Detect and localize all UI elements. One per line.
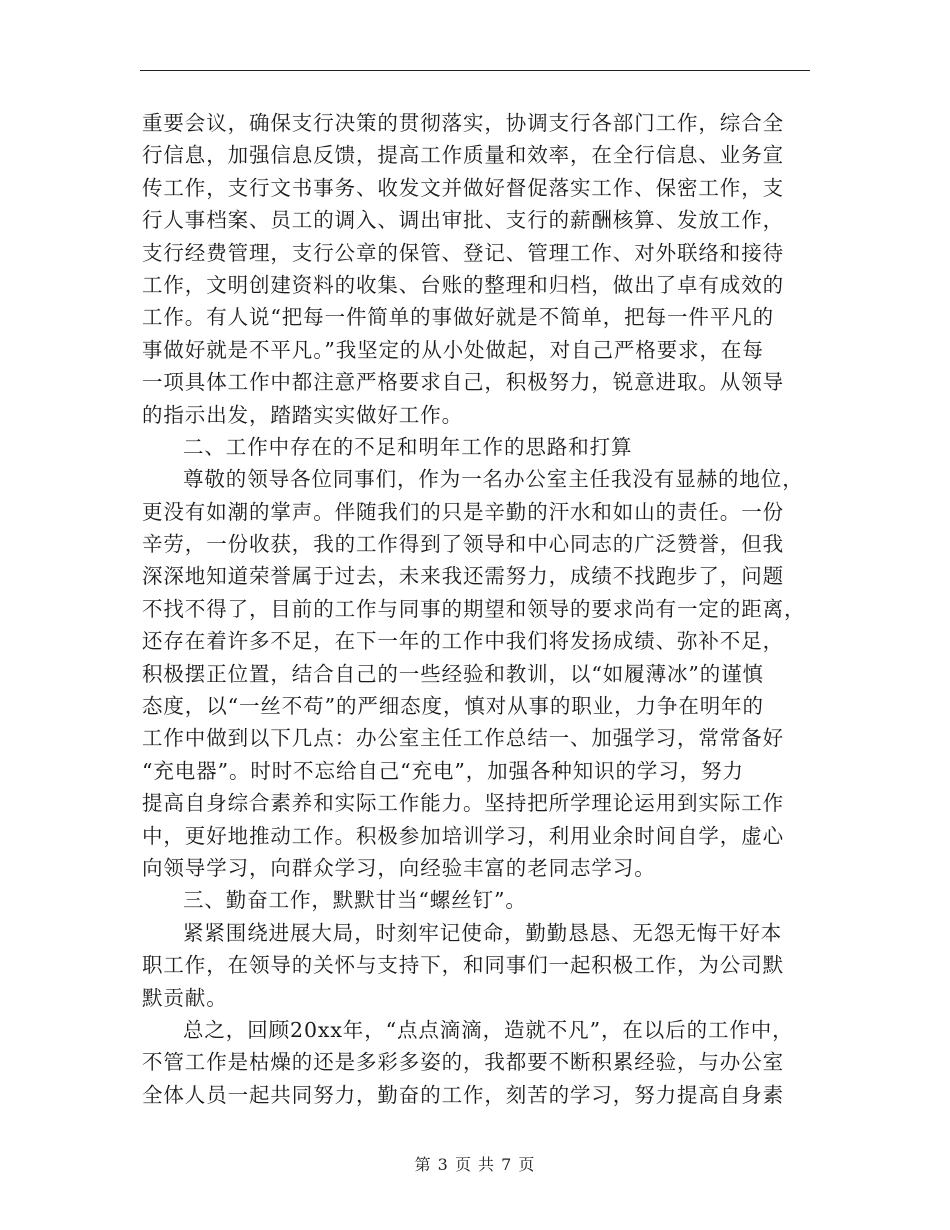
text-line: 支行经费管理，支行公章的保管、登记、管理工作、对外联络和接待 <box>142 240 784 265</box>
text-line: 不管工作是枯燥的还是多彩多姿的，我都要不断积累经验，与办公室 <box>142 1050 784 1075</box>
text-line: 工作。有人说“把每一件简单的事做好就是不简单，把每一件平凡的 <box>142 305 774 330</box>
text-line: 辛劳，一份收获，我的工作得到了领导和中心同志的广泛赞誉，但我 <box>142 532 784 557</box>
text-line: 紧紧围绕进展大局，时刻牢记使命，勤勤恳恳、无怨无悔干好本 <box>183 920 783 945</box>
text-line: 向领导学习，向群众学习，向经验丰富的老同志学习。 <box>142 855 656 880</box>
text-line: 三、勤奋工作，默默甘当“螺丝钉”。 <box>183 888 527 913</box>
document-body <box>142 107 822 1111</box>
text-line: 深深地知道荣誉属于过去，未来我还需努力，成绩不找跑步了，问题 <box>142 564 784 589</box>
text-line: 中，更好地推动工作。积极参加培训学习，利用业余时间自学，虚心 <box>142 823 784 848</box>
text-line: 二、工作中存在的不足和明年工作的思路和打算 <box>183 434 633 459</box>
text-line: 行人事档案、员工的调入、调出审批、支行的薪酬核算、发放工作， <box>142 208 784 233</box>
header-rule <box>140 70 810 71</box>
text-line: 默贡献。 <box>142 985 228 1010</box>
text-line: 行信息，加强信息反馈，提高工作质量和效率，在全行信息、业务宣 <box>142 143 784 168</box>
text-line: “充电器”。时时不忘给自己“充电”，加强各种知识的学习，努力 <box>142 758 744 783</box>
text-line: 还存在着许多不足，在下一年的工作中我们将发扬成绩、弥补不足， <box>142 629 784 654</box>
text-line: 事做好就是不平凡。”我坚定的从小处做起，对自己严格要求，在每 <box>142 337 764 362</box>
text-line: 工作，文明创建资料的收集、台账的整理和归档，做出了卓有成效的 <box>142 272 784 297</box>
text-line: 的指示出发，踏踏实实做好工作。 <box>142 402 463 427</box>
page-footer: 第 3 页 共 7 页 <box>414 1155 536 1174</box>
text-line: 工作中做到以下几点：办公室主任工作总结一、加强学习，常常备好 <box>142 726 784 751</box>
text-line: 总之，回顾20xx年，“点点滴滴，造就不凡”，在以后的工作中， <box>183 1017 794 1042</box>
text-line: 传工作，支行文书事务、收发文并做好督促落实工作、保密工作，支 <box>142 175 784 200</box>
text-line: 全体人员一起共同努力，勤奋的工作，刻苦的学习，努力提高自身素 <box>142 1082 784 1107</box>
text-line: 不找不得了，目前的工作与同事的期望和领导的要求尚有一定的距离， <box>142 596 806 621</box>
text-line: 积极摆正位置，结合自己的一些经验和教训，以“如履薄冰”的谨慎 <box>142 661 764 686</box>
text-line: 尊敬的领导各位同事们，作为一名办公室主任我没有显赫的地位， <box>183 467 804 492</box>
text-line: 职工作，在领导的关怀与支持下，和同事们一起积极工作，为公司默 <box>142 953 784 978</box>
text-line: 更没有如潮的掌声。伴随我们的只是辛勤的汗水和如山的责任。一份 <box>142 499 784 524</box>
text-line: 态度，以“一丝不苟”的严细态度，慎对从事的职业，力争在明年的 <box>142 694 764 719</box>
text-line: 提高自身综合素养和实际工作能力。坚持把所学理论运用到实际工作 <box>142 791 784 816</box>
text-line: 一项具体工作中都注意严格要求自己，积极努力，锐意进取。从领导 <box>142 370 784 395</box>
text-line: 重要会议，确保支行决策的贯彻落实，协调支行各部门工作，综合全 <box>142 111 784 135</box>
